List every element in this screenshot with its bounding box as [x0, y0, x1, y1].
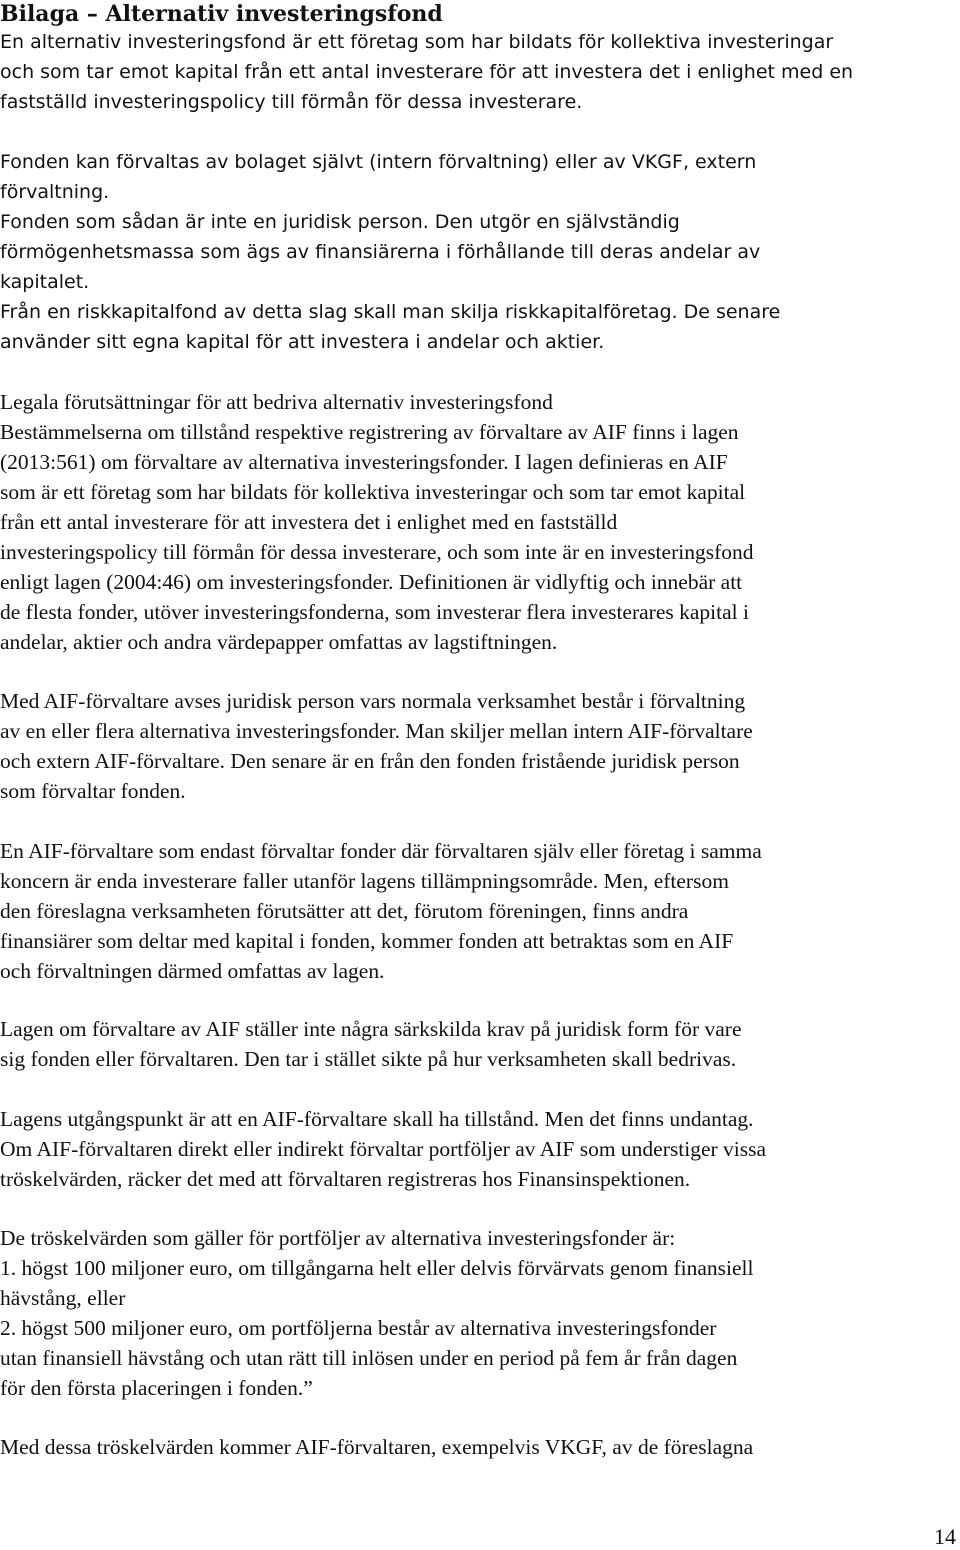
management-line: Fonden kan förvaltas av bolaget självt (intern förvaltning) eller av VKGF, extern — [0, 151, 757, 173]
license-line: Lagens utgångspunkt är att en AIF-förvaltare skall ha tillstånd. Men det finns undantag. — [0, 1107, 754, 1131]
threshold-item: 1. högst 100 miljoner euro, om tillgångarna helt eller delvis förvärvats genom finansiell — [0, 1256, 754, 1280]
license-line: tröskelvärden, räcker det med att förvaltaren registreras hos Finansinspektionen. — [0, 1167, 691, 1191]
legal-line: Bestämmelserna om tillstånd respektive registrering av förvaltare av AIF finns i lagen — [0, 420, 739, 444]
group-line: den föreslagna verksamheten förutsätter att det, förutom föreningen, finns andra — [0, 899, 689, 923]
threshold-item: utan finansiell hävstång och utan rätt till inlösen under en period på fem år från dagen — [0, 1346, 738, 1370]
manager-line: och extern AIF-förvaltare. Den senare är en från den fonden fristående juridisk person — [0, 749, 740, 773]
manager-line: av en eller flera alternativa investeringsfonder. Man skiljer mellan intern AIF-förvaltare — [0, 719, 753, 743]
threshold-item: hävstång, eller — [0, 1286, 126, 1310]
legal-line: de flesta fonder, utöver investeringsfonderna, som investerar flera investerares kapital i — [0, 600, 749, 624]
threshold-line: De tröskelvärden som gäller för portföljer av alternativa investeringsfonder är: — [0, 1226, 676, 1250]
manager-line: som förvaltar fonden. — [0, 779, 186, 803]
legal-line: från ett antal investerare för att investera det i enlighet med en fastställd — [0, 510, 618, 534]
manager-line: Med AIF-förvaltare avses juridisk person vars normala verksamhet består i förvaltning — [0, 689, 746, 713]
intro-line: fastställd investeringspolicy till förmån för dessa investerare. — [0, 91, 583, 113]
intro-line: En alternativ investeringsfond är ett företag som har bildats för kollektiva investeringar — [0, 31, 834, 53]
threshold-item: 2. högst 500 miljoner euro, om portföljerna består av alternativa investeringsfonder — [0, 1316, 717, 1340]
group-line: koncern är enda investerare faller utanför lagens tillämpningsområde. Men, eftersom — [0, 869, 729, 893]
group-line: En AIF-förvaltare som endast förvaltar fonder där förvaltaren själv eller företag i samma — [0, 839, 762, 863]
legal-line: enligt lagen (2004:46) om investeringsfonder. Definitionen är vidlyftig och innebär att — [0, 570, 743, 594]
document-title: Bilaga – Alternativ investeringsfond — [0, 1, 443, 27]
license-line: Om AIF-förvaltaren direkt eller indirekt förvaltar portföljer av AIF som understiger vissa — [0, 1137, 767, 1161]
form-line: Lagen om förvaltare av AIF ställer inte några särkskilda krav på juridisk form för vare — [0, 1017, 742, 1041]
form-line: sig fonden eller förvaltaren. Den tar i stället sikte på hur verksamheten skall bedrivas. — [0, 1047, 737, 1071]
management-line: Fonden som sådan är inte en juridisk person. Den utgör en självständig — [0, 211, 680, 233]
management-line: förmögenhetsmassa som ägs av finansiärerna i förhållande till deras andelar av — [0, 241, 761, 263]
intro-line: och som tar emot kapital från ett antal investerare för att investera det i enlighet med en — [0, 61, 854, 83]
page-number: 14 — [934, 1524, 956, 1549]
legal-line: andelar, aktier och andra värdepapper omfattas av lagstiftningen. — [0, 630, 558, 654]
management-line: Från en riskkapitalfond av detta slag skall man skilja riskkapitalföretag. De senare — [0, 301, 781, 323]
legal-heading: Legala förutsättningar för att bedriva alternativ investeringsfond — [0, 390, 553, 414]
legal-line: som är ett företag som har bildats för kollektiva investeringar och som tar emot kapital — [0, 480, 746, 504]
closing-line: Med dessa tröskelvärden kommer AIF-förvaltaren, exempelvis VKGF, av de föreslagna — [0, 1435, 754, 1459]
management-line: förvaltning. — [0, 181, 110, 203]
management-line: kapitalet. — [0, 271, 90, 293]
management-line: använder sitt egna kapital för att investera i andelar och aktier. — [0, 331, 605, 353]
group-line: finansiärer som deltar med kapital i fonden, kommer fonden att betraktas som en AIF — [0, 929, 734, 953]
group-line: och förvaltningen därmed omfattas av lagen. — [0, 959, 385, 983]
threshold-item: för den första placeringen i fonden.” — [0, 1376, 313, 1400]
legal-line: (2013:561) om förvaltare av alternativa investeringsfonder. I lagen definieras en AIF — [0, 450, 728, 474]
legal-line: investeringspolicy till förmån för dessa investerare, och som inte är en investeringsfond — [0, 540, 754, 564]
